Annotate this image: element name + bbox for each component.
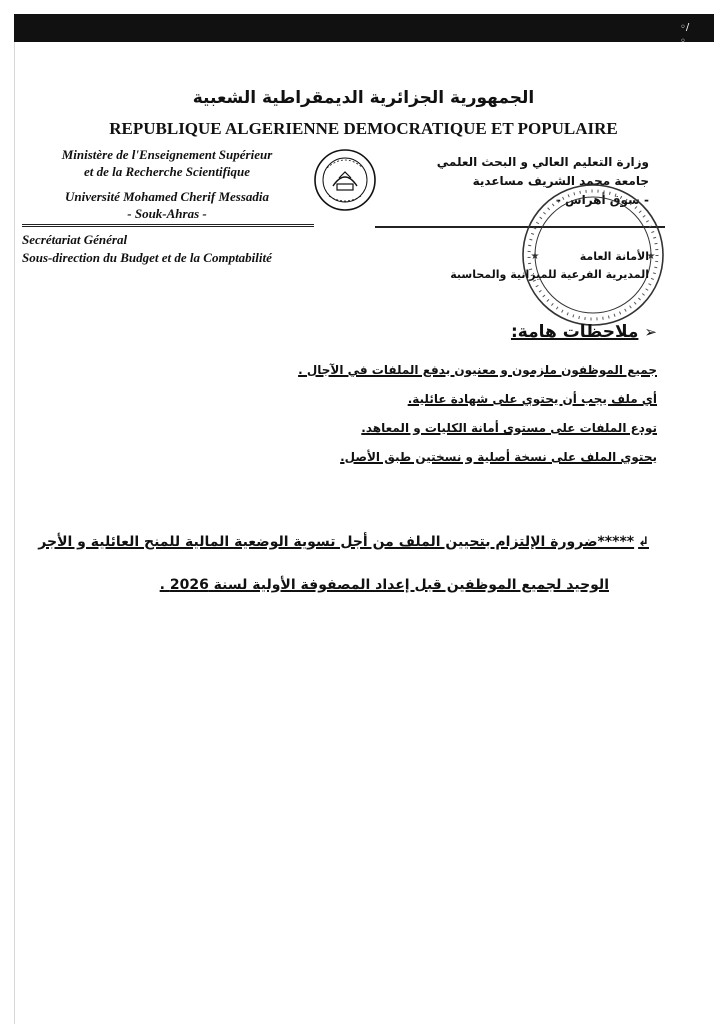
ar-secretariat: الأمانة العامة xyxy=(579,250,649,263)
ar-subdirection: المديرية الفرعية للميزانية والمحاسبة xyxy=(450,268,649,281)
important-text-1: *****ضرورة الإلتزام بتحيين الملف من أجل تسوية الوضعية المالية للمنح العائلية و الأجر xyxy=(38,534,635,550)
scan-top-bar xyxy=(14,14,714,47)
fr-secretariat: Secrétariat Général xyxy=(22,232,128,247)
fr-city: - Souk-Ahras - xyxy=(127,206,207,221)
fr-ministry-line1: Ministère de l'Enseignement Supérieur xyxy=(61,147,273,162)
ar-ministry: وزارة التعليم العالي و البحث العلمي xyxy=(436,155,649,169)
note-text: جميع الموظفون ملزمون و معنيون بدفع الملفات في الآجال . xyxy=(298,363,657,377)
arrow-bullet-icon: ➢ xyxy=(644,323,657,341)
list-item xyxy=(117,360,657,389)
fr-department-block xyxy=(22,231,342,267)
fr-institution-block xyxy=(22,146,312,222)
svg-text:★: ★ xyxy=(530,251,540,262)
fr-republic-title: REPUBLIQUE ALGERIENNE DEMOCRATIQUE ET POPULAIRE xyxy=(109,119,618,138)
notes-heading-text: ملاحظات هامة: xyxy=(510,322,639,342)
notes-heading xyxy=(511,322,657,342)
corner-bullet-icon: ↲ xyxy=(638,535,649,550)
important-line-2 xyxy=(19,564,609,607)
university-seal-icon xyxy=(313,148,377,212)
notes-list xyxy=(117,360,657,476)
important-text-2: الوحيد لجميع الموظفين قبل إعداد المصفوفة الأولية لسنة 2026 . xyxy=(159,577,609,593)
fr-ministry-line2: et de la Recherche Scientifique xyxy=(83,164,251,179)
scan-mark-icon: ◦/◦ xyxy=(680,22,690,47)
note-text: تودع الملفات على مستوى أمانة الكليات و المعاهد. xyxy=(361,421,657,435)
ar-university: جامعة محمد الشريف مساعدية xyxy=(472,174,649,188)
list-item xyxy=(117,418,657,447)
note-text: يحتوي الملف على نسخة أصلية و نسختين طبق الأصل. xyxy=(340,450,657,464)
list-item xyxy=(117,389,657,418)
svg-text:★: ★ xyxy=(646,251,656,262)
fr-university: Université Mohamed Cherif Messadia xyxy=(64,189,270,204)
ar-department-block xyxy=(389,248,649,284)
list-item xyxy=(117,447,657,476)
fr-subdirection: Sous-direction du Budget et de la Comptabilité xyxy=(22,250,272,265)
header-divider-left xyxy=(22,224,314,227)
note-text: أي ملف يجب أن يحتوي على شهادة عائلية. xyxy=(407,392,657,406)
important-notice xyxy=(19,521,649,607)
ar-republic-title: الجمهورية الجزائرية الديمقراطية الشعبية xyxy=(192,88,535,108)
ar-city: - سوق أهراس - xyxy=(555,193,649,207)
important-line-1 xyxy=(19,521,649,564)
